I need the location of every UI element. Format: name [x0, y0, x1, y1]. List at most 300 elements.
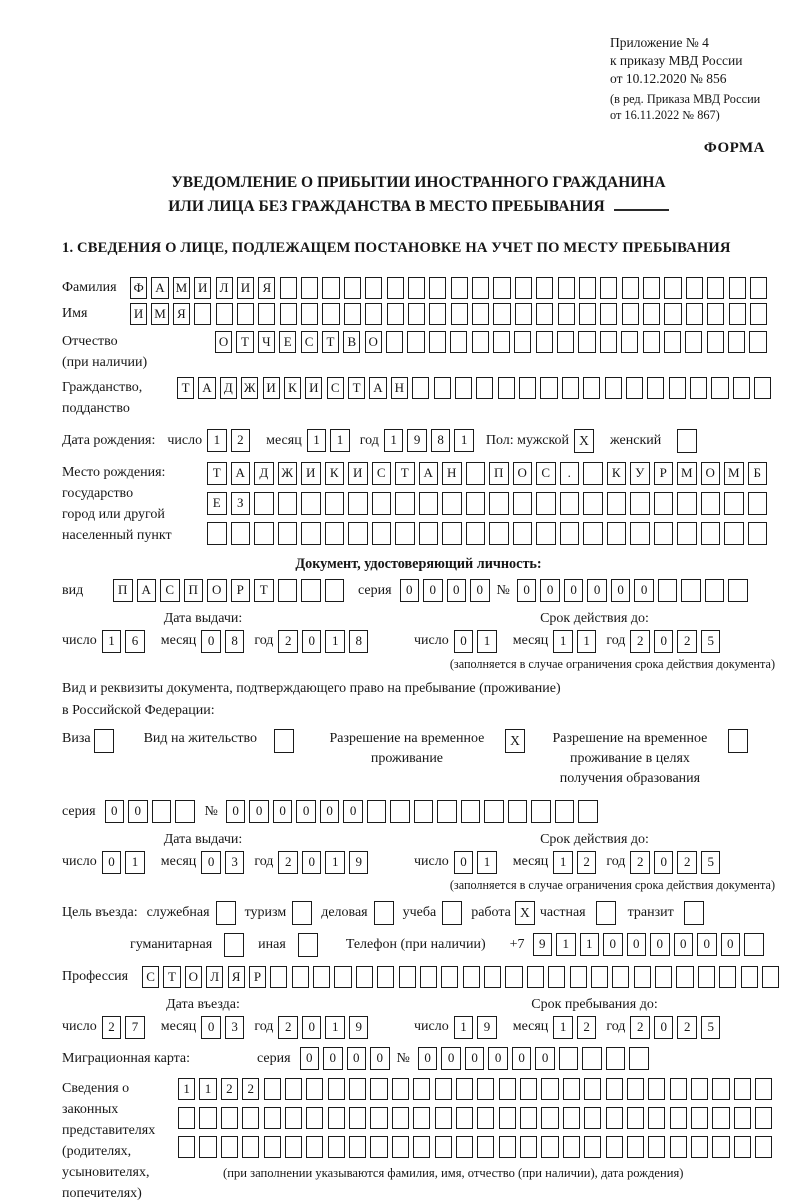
- surname-cells-cell[interactable]: Ф: [130, 277, 147, 299]
- representatives-row3-cells-cell[interactable]: [370, 1136, 387, 1158]
- doc-expiry-day-cells-cell[interactable]: 0: [454, 630, 474, 653]
- representatives-row2-cells-cell[interactable]: [477, 1107, 494, 1129]
- firstname-cells-cell[interactable]: М: [151, 303, 168, 325]
- profession-cells-cell[interactable]: [292, 966, 309, 988]
- profession-cells-cell[interactable]: [505, 966, 522, 988]
- birthplace-row2-cells-cell[interactable]: [442, 492, 462, 515]
- surname-cells-cell[interactable]: А: [151, 277, 168, 299]
- citizenship-cells-cell[interactable]: Д: [220, 377, 237, 399]
- phone-cells-cell[interactable]: 0: [650, 933, 670, 956]
- representatives-row3-cells-cell[interactable]: [691, 1136, 708, 1158]
- residence-issue-year-cells-cell[interactable]: 9: [349, 851, 369, 874]
- birthplace-row1-cells-cell[interactable]: А: [231, 462, 251, 485]
- representatives-row1-cells-cell[interactable]: [349, 1078, 366, 1100]
- birthplace-row3-cells-cell[interactable]: [395, 522, 415, 545]
- representatives-row2-cells-cell[interactable]: [264, 1107, 281, 1129]
- citizenship-cells-cell[interactable]: К: [284, 377, 301, 399]
- entry-year-cells-cell[interactable]: 9: [349, 1016, 369, 1039]
- residence-expiry-year-cells-cell[interactable]: 0: [654, 851, 674, 874]
- representatives-row2-cells-cell[interactable]: [221, 1107, 238, 1129]
- purpose-transit-checkbox[interactable]: [684, 901, 704, 925]
- representatives-row3-cells-cell[interactable]: [328, 1136, 345, 1158]
- surname-cells-cell[interactable]: [344, 277, 361, 299]
- doc-issue-year-cells-cell[interactable]: 8: [349, 630, 369, 653]
- representatives-row1-cells-cell[interactable]: [413, 1078, 430, 1100]
- doc-issue-year-cells-cell[interactable]: 1: [325, 630, 345, 653]
- doc-series-cells-cell[interactable]: 0: [470, 579, 490, 602]
- firstname-cells-cell[interactable]: [707, 303, 724, 325]
- representatives-row1-cells-cell[interactable]: [520, 1078, 537, 1100]
- representatives-row2-cells-cell[interactable]: [285, 1107, 302, 1129]
- doc-type-cells-cell[interactable]: [325, 579, 345, 602]
- doc-number-cells-cell[interactable]: 0: [587, 579, 607, 602]
- representatives-row1-cells-cell[interactable]: [563, 1078, 580, 1100]
- birthplace-row1-cells-cell[interactable]: С: [372, 462, 392, 485]
- surname-cells-cell[interactable]: И: [194, 277, 211, 299]
- patronymic-cells-cell[interactable]: [536, 331, 553, 353]
- purpose-private-checkbox[interactable]: [596, 901, 616, 925]
- birthplace-row3-cells-cell[interactable]: [207, 522, 227, 545]
- sex-male-checkbox[interactable]: X: [574, 429, 594, 453]
- profession-cells-cell[interactable]: О: [185, 966, 202, 988]
- residence-number-cells-cell[interactable]: [484, 800, 504, 823]
- patronymic-cells-cell[interactable]: [407, 331, 424, 353]
- firstname-cells-cell[interactable]: [515, 303, 532, 325]
- residence-series-cells-cell[interactable]: 0: [128, 800, 148, 823]
- stay-year-cells-cell[interactable]: 5: [701, 1016, 721, 1039]
- firstname-cells-cell[interactable]: [686, 303, 703, 325]
- doc-issue-month-cells-cell[interactable]: 0: [201, 630, 221, 653]
- citizenship-cells-cell[interactable]: [626, 377, 643, 399]
- representatives-row3-cells-cell[interactable]: [755, 1136, 772, 1158]
- migration-series-cells-cell[interactable]: 0: [300, 1047, 320, 1070]
- birthplace-row1-cells-cell[interactable]: Б: [748, 462, 768, 485]
- birthplace-row1-cells-cell[interactable]: [583, 462, 603, 485]
- citizenship-cells-cell[interactable]: [455, 377, 472, 399]
- birthplace-row2-cells-cell[interactable]: Е: [207, 492, 227, 515]
- doc-expiry-year-cells-cell[interactable]: 2: [630, 630, 650, 653]
- representatives-row1-cells-cell[interactable]: 2: [242, 1078, 259, 1100]
- representatives-row3-cells-cell[interactable]: [477, 1136, 494, 1158]
- representatives-row2-cells-cell[interactable]: [670, 1107, 687, 1129]
- patronymic-cells-cell[interactable]: Т: [236, 331, 253, 353]
- doc-number-cells-cell[interactable]: [658, 579, 678, 602]
- representatives-row1-cells-cell[interactable]: [734, 1078, 751, 1100]
- profession-cells-cell[interactable]: [548, 966, 565, 988]
- migration-number-cells-cell[interactable]: 0: [535, 1047, 555, 1070]
- firstname-cells-cell[interactable]: [387, 303, 404, 325]
- firstname-cells-cell[interactable]: [472, 303, 489, 325]
- firstname-cells-cell[interactable]: [216, 303, 233, 325]
- patronymic-cells-cell[interactable]: [386, 331, 403, 353]
- birthplace-row2-cells-cell[interactable]: [630, 492, 650, 515]
- doc-issue-day-cells-cell[interactable]: 6: [125, 630, 145, 653]
- representatives-row3-cells-cell[interactable]: [435, 1136, 452, 1158]
- temp-residence-education-checkbox[interactable]: [728, 729, 748, 753]
- birthdate-month-cells-cell[interactable]: 1: [330, 429, 350, 452]
- purpose-study-checkbox[interactable]: [442, 901, 462, 925]
- birthplace-row1-cells-cell[interactable]: М: [724, 462, 744, 485]
- patronymic-cells-cell[interactable]: [685, 331, 702, 353]
- migration-number-cells-cell[interactable]: [606, 1047, 626, 1070]
- birthplace-row1-cells-cell[interactable]: Т: [395, 462, 415, 485]
- representatives-row2-cells-cell[interactable]: [691, 1107, 708, 1129]
- patronymic-cells-cell[interactable]: [429, 331, 446, 353]
- birthplace-row3-cells-cell[interactable]: [607, 522, 627, 545]
- representatives-row3-cells-cell[interactable]: [199, 1136, 216, 1158]
- purpose-tourism-checkbox[interactable]: [292, 901, 312, 925]
- firstname-cells-cell[interactable]: [408, 303, 425, 325]
- representatives-row3-cells-cell[interactable]: [627, 1136, 644, 1158]
- birthplace-row3-cells-cell[interactable]: [560, 522, 580, 545]
- representatives-row3-cells-cell[interactable]: [392, 1136, 409, 1158]
- representatives-row3-cells-cell[interactable]: [178, 1136, 195, 1158]
- birthplace-row1-cells-cell[interactable]: М: [677, 462, 697, 485]
- birthdate-month-cells-cell[interactable]: 1: [307, 429, 327, 452]
- birthplace-row2-cells-cell[interactable]: [677, 492, 697, 515]
- birthplace-row3-cells-cell[interactable]: [748, 522, 768, 545]
- representatives-row2-cells-cell[interactable]: [370, 1107, 387, 1129]
- birthplace-row3-cells-cell[interactable]: [348, 522, 368, 545]
- representatives-row1-cells-cell[interactable]: 1: [199, 1078, 216, 1100]
- entry-day-cells-cell[interactable]: 2: [102, 1016, 122, 1039]
- migration-series-cells-cell[interactable]: 0: [323, 1047, 343, 1070]
- patronymic-cells-cell[interactable]: [728, 331, 745, 353]
- migration-series-cells-cell[interactable]: 0: [370, 1047, 390, 1070]
- representatives-row1-cells-cell[interactable]: [627, 1078, 644, 1100]
- representatives-row3-cells-cell[interactable]: [734, 1136, 751, 1158]
- profession-cells-cell[interactable]: [484, 966, 501, 988]
- birthplace-row3-cells-cell[interactable]: [583, 522, 603, 545]
- patronymic-cells-cell[interactable]: [472, 331, 489, 353]
- surname-cells-cell[interactable]: [750, 277, 767, 299]
- residence-issue-day-cells-cell[interactable]: 0: [102, 851, 122, 874]
- doc-issue-year-cells-cell[interactable]: 0: [302, 630, 322, 653]
- residence-series-cells-cell[interactable]: [152, 800, 172, 823]
- citizenship-cells-cell[interactable]: [711, 377, 728, 399]
- birthplace-row2-cells-cell[interactable]: [560, 492, 580, 515]
- citizenship-cells-cell[interactable]: Ж: [241, 377, 258, 399]
- doc-type-cells-cell[interactable]: [301, 579, 321, 602]
- phone-cells-cell[interactable]: 1: [580, 933, 600, 956]
- profession-cells-cell[interactable]: Л: [206, 966, 223, 988]
- purpose-humanitarian-checkbox[interactable]: [224, 933, 244, 957]
- firstname-cells-cell[interactable]: [280, 303, 297, 325]
- surname-cells-cell[interactable]: [408, 277, 425, 299]
- birthplace-row3-cells-cell[interactable]: [325, 522, 345, 545]
- surname-cells-cell[interactable]: [322, 277, 339, 299]
- firstname-cells-cell[interactable]: [664, 303, 681, 325]
- doc-series-cells-cell[interactable]: 0: [423, 579, 443, 602]
- residence-number-cells-cell[interactable]: 0: [343, 800, 363, 823]
- doc-expiry-year-cells-cell[interactable]: 2: [677, 630, 697, 653]
- citizenship-cells-cell[interactable]: Н: [391, 377, 408, 399]
- citizenship-cells-cell[interactable]: [562, 377, 579, 399]
- residence-number-cells-cell[interactable]: 0: [226, 800, 246, 823]
- birthplace-row2-cells-cell[interactable]: З: [231, 492, 251, 515]
- patronymic-cells-cell[interactable]: [514, 331, 531, 353]
- doc-issue-day-cells-cell[interactable]: 1: [102, 630, 122, 653]
- representatives-row1-cells-cell[interactable]: [499, 1078, 516, 1100]
- birthplace-row1-cells-cell[interactable]: Р: [654, 462, 674, 485]
- residence-issue-year-cells-cell[interactable]: 1: [325, 851, 345, 874]
- citizenship-cells-cell[interactable]: [733, 377, 750, 399]
- citizenship-cells-cell[interactable]: [754, 377, 771, 399]
- citizenship-cells-cell[interactable]: [412, 377, 429, 399]
- profession-cells-cell[interactable]: [698, 966, 715, 988]
- doc-type-cells-cell[interactable]: С: [160, 579, 180, 602]
- birthdate-year-cells-cell[interactable]: 9: [407, 429, 427, 452]
- birthplace-row2-cells-cell[interactable]: [372, 492, 392, 515]
- representatives-row2-cells-cell[interactable]: [242, 1107, 259, 1129]
- citizenship-cells-cell[interactable]: Т: [348, 377, 365, 399]
- representatives-row2-cells-cell[interactable]: [456, 1107, 473, 1129]
- birthplace-row1-cells-cell[interactable]: У: [630, 462, 650, 485]
- profession-cells-cell[interactable]: Я: [228, 966, 245, 988]
- birthplace-row1-cells-cell[interactable]: А: [419, 462, 439, 485]
- purpose-work-checkbox[interactable]: X: [515, 901, 535, 925]
- profession-cells-cell[interactable]: [356, 966, 373, 988]
- birthdate-day-cells-cell[interactable]: 1: [207, 429, 227, 452]
- birthplace-row3-cells-cell[interactable]: [489, 522, 509, 545]
- representatives-row2-cells-cell[interactable]: [563, 1107, 580, 1129]
- representatives-row1-cells-cell[interactable]: [670, 1078, 687, 1100]
- residence-expiry-day-cells-cell[interactable]: 1: [477, 851, 497, 874]
- surname-cells-cell[interactable]: [515, 277, 532, 299]
- doc-series-cells-cell[interactable]: 0: [400, 579, 420, 602]
- surname-cells-cell[interactable]: [472, 277, 489, 299]
- citizenship-cells-cell[interactable]: [476, 377, 493, 399]
- residence-number-cells-cell[interactable]: [578, 800, 598, 823]
- firstname-cells-cell[interactable]: [600, 303, 617, 325]
- surname-cells-cell[interactable]: [686, 277, 703, 299]
- firstname-cells-cell[interactable]: [451, 303, 468, 325]
- patronymic-cells-cell[interactable]: [749, 331, 766, 353]
- citizenship-cells-cell[interactable]: [605, 377, 622, 399]
- birthplace-row1-cells-cell[interactable]: .: [560, 462, 580, 485]
- profession-cells-cell[interactable]: [441, 966, 458, 988]
- representatives-row2-cells-cell[interactable]: [328, 1107, 345, 1129]
- representatives-row1-cells-cell[interactable]: [648, 1078, 665, 1100]
- birthplace-row3-cells-cell[interactable]: [301, 522, 321, 545]
- birthplace-row1-cells-cell[interactable]: Ж: [278, 462, 298, 485]
- birthplace-row2-cells-cell[interactable]: [748, 492, 768, 515]
- doc-type-cells-cell[interactable]: П: [184, 579, 204, 602]
- doc-series-cells-cell[interactable]: 0: [447, 579, 467, 602]
- residence-issue-day-cells-cell[interactable]: 1: [125, 851, 145, 874]
- representatives-row1-cells-cell[interactable]: [285, 1078, 302, 1100]
- birthplace-row2-cells-cell[interactable]: [513, 492, 533, 515]
- birthplace-row2-cells-cell[interactable]: [654, 492, 674, 515]
- representatives-row3-cells-cell[interactable]: [413, 1136, 430, 1158]
- profession-cells-cell[interactable]: [527, 966, 544, 988]
- phone-cells-cell[interactable]: 0: [674, 933, 694, 956]
- phone-cells-cell[interactable]: 0: [721, 933, 741, 956]
- birthplace-row2-cells-cell[interactable]: [419, 492, 439, 515]
- firstname-cells-cell[interactable]: [493, 303, 510, 325]
- firstname-cells-cell[interactable]: [643, 303, 660, 325]
- firstname-cells-cell[interactable]: [194, 303, 211, 325]
- firstname-cells-cell[interactable]: Я: [173, 303, 190, 325]
- doc-expiry-year-cells-cell[interactable]: 5: [701, 630, 721, 653]
- residence-number-cells-cell[interactable]: [461, 800, 481, 823]
- surname-cells-cell[interactable]: [280, 277, 297, 299]
- doc-issue-year-cells-cell[interactable]: 2: [278, 630, 298, 653]
- birthplace-row3-cells-cell[interactable]: [254, 522, 274, 545]
- representatives-row1-cells-cell[interactable]: [477, 1078, 494, 1100]
- profession-cells-cell[interactable]: [591, 966, 608, 988]
- residence-expiry-year-cells-cell[interactable]: 2: [677, 851, 697, 874]
- representatives-row2-cells-cell[interactable]: [199, 1107, 216, 1129]
- citizenship-cells-cell[interactable]: А: [198, 377, 215, 399]
- representatives-row3-cells-cell[interactable]: [563, 1136, 580, 1158]
- firstname-cells-cell[interactable]: [729, 303, 746, 325]
- birthplace-row2-cells-cell[interactable]: [348, 492, 368, 515]
- birthplace-row2-cells-cell[interactable]: [301, 492, 321, 515]
- representatives-row2-cells-cell[interactable]: [413, 1107, 430, 1129]
- representatives-row2-cells-cell[interactable]: [541, 1107, 558, 1129]
- doc-type-cells-cell[interactable]: О: [207, 579, 227, 602]
- representatives-row1-cells-cell[interactable]: 2: [221, 1078, 238, 1100]
- residence-number-cells-cell[interactable]: [367, 800, 387, 823]
- doc-number-cells-cell[interactable]: [681, 579, 701, 602]
- profession-cells-cell[interactable]: [420, 966, 437, 988]
- birthplace-row2-cells-cell[interactable]: [536, 492, 556, 515]
- birthplace-row1-cells-cell[interactable]: [466, 462, 486, 485]
- residence-issue-month-cells-cell[interactable]: 3: [225, 851, 245, 874]
- birthplace-row1-cells-cell[interactable]: О: [513, 462, 533, 485]
- doc-type-cells-cell[interactable]: П: [113, 579, 133, 602]
- representatives-row2-cells-cell[interactable]: [435, 1107, 452, 1129]
- patronymic-cells-cell[interactable]: [493, 331, 510, 353]
- patronymic-cells-cell[interactable]: [621, 331, 638, 353]
- birthplace-row3-cells-cell[interactable]: [654, 522, 674, 545]
- patronymic-cells-cell[interactable]: О: [215, 331, 232, 353]
- residence-number-cells-cell[interactable]: [390, 800, 410, 823]
- firstname-cells-cell[interactable]: [344, 303, 361, 325]
- migration-number-cells-cell[interactable]: 0: [512, 1047, 532, 1070]
- birthplace-row1-cells-cell[interactable]: К: [607, 462, 627, 485]
- stay-year-cells-cell[interactable]: 2: [677, 1016, 697, 1039]
- surname-cells-cell[interactable]: [558, 277, 575, 299]
- birthdate-year-cells-cell[interactable]: 1: [454, 429, 474, 452]
- birthplace-row2-cells-cell[interactable]: [254, 492, 274, 515]
- citizenship-cells-cell[interactable]: И: [263, 377, 280, 399]
- profession-cells-cell[interactable]: [676, 966, 693, 988]
- doc-number-cells-cell[interactable]: 0: [564, 579, 584, 602]
- migration-number-cells-cell[interactable]: 0: [465, 1047, 485, 1070]
- representatives-row2-cells-cell[interactable]: [648, 1107, 665, 1129]
- surname-cells-cell[interactable]: [643, 277, 660, 299]
- birthplace-row1-cells-cell[interactable]: И: [301, 462, 321, 485]
- profession-cells-cell[interactable]: [377, 966, 394, 988]
- firstname-cells-cell[interactable]: [258, 303, 275, 325]
- phone-cells-cell[interactable]: [744, 933, 764, 956]
- residence-number-cells-cell[interactable]: [508, 800, 528, 823]
- birthplace-row3-cells-cell[interactable]: [442, 522, 462, 545]
- citizenship-cells-cell[interactable]: [583, 377, 600, 399]
- birthplace-row2-cells-cell[interactable]: [278, 492, 298, 515]
- profession-cells-cell[interactable]: [762, 966, 779, 988]
- birthplace-row3-cells-cell[interactable]: [630, 522, 650, 545]
- profession-cells-cell[interactable]: [270, 966, 287, 988]
- surname-cells-cell[interactable]: [600, 277, 617, 299]
- birthplace-row1-cells-cell[interactable]: О: [701, 462, 721, 485]
- migration-series-cells-cell[interactable]: 0: [347, 1047, 367, 1070]
- firstname-cells-cell[interactable]: [622, 303, 639, 325]
- profession-cells-cell[interactable]: [570, 966, 587, 988]
- surname-cells-cell[interactable]: [301, 277, 318, 299]
- representatives-row1-cells-cell[interactable]: [306, 1078, 323, 1100]
- citizenship-cells-cell[interactable]: И: [305, 377, 322, 399]
- residence-permit-checkbox[interactable]: [274, 729, 294, 753]
- entry-month-cells-cell[interactable]: 0: [201, 1016, 221, 1039]
- representatives-row3-cells-cell[interactable]: [456, 1136, 473, 1158]
- profession-cells-cell[interactable]: [741, 966, 758, 988]
- representatives-row1-cells-cell[interactable]: [584, 1078, 601, 1100]
- citizenship-cells-cell[interactable]: [647, 377, 664, 399]
- birthplace-row2-cells-cell[interactable]: [466, 492, 486, 515]
- doc-number-cells-cell[interactable]: 0: [634, 579, 654, 602]
- residence-number-cells-cell[interactable]: [531, 800, 551, 823]
- stay-day-cells-cell[interactable]: 1: [454, 1016, 474, 1039]
- birthplace-row3-cells-cell[interactable]: [724, 522, 744, 545]
- patronymic-cells-cell[interactable]: Т: [322, 331, 339, 353]
- temp-residence-checkbox[interactable]: X: [505, 729, 525, 753]
- stay-month-cells-cell[interactable]: 2: [577, 1016, 597, 1039]
- residence-expiry-year-cells-cell[interactable]: 5: [701, 851, 721, 874]
- surname-cells-cell[interactable]: И: [237, 277, 254, 299]
- birthplace-row3-cells-cell[interactable]: [278, 522, 298, 545]
- representatives-row1-cells-cell[interactable]: [691, 1078, 708, 1100]
- birthplace-row1-cells-cell[interactable]: Н: [442, 462, 462, 485]
- representatives-row3-cells-cell[interactable]: [306, 1136, 323, 1158]
- patronymic-cells-cell[interactable]: [578, 331, 595, 353]
- representatives-row3-cells-cell[interactable]: [541, 1136, 558, 1158]
- representatives-row1-cells-cell[interactable]: [264, 1078, 281, 1100]
- surname-cells-cell[interactable]: [729, 277, 746, 299]
- surname-cells-cell[interactable]: [387, 277, 404, 299]
- doc-expiry-year-cells-cell[interactable]: 0: [654, 630, 674, 653]
- entry-year-cells-cell[interactable]: 0: [302, 1016, 322, 1039]
- patronymic-cells-cell[interactable]: Ч: [258, 331, 275, 353]
- citizenship-cells-cell[interactable]: [690, 377, 707, 399]
- representatives-row2-cells-cell[interactable]: [392, 1107, 409, 1129]
- surname-cells-cell[interactable]: [451, 277, 468, 299]
- birthplace-row3-cells-cell[interactable]: [372, 522, 392, 545]
- representatives-row2-cells-cell[interactable]: [306, 1107, 323, 1129]
- doc-number-cells-cell[interactable]: 0: [517, 579, 537, 602]
- citizenship-cells-cell[interactable]: [540, 377, 557, 399]
- residence-expiry-month-cells-cell[interactable]: 2: [577, 851, 597, 874]
- representatives-row1-cells-cell[interactable]: [606, 1078, 623, 1100]
- phone-cells-cell[interactable]: 0: [697, 933, 717, 956]
- residence-series-cells-cell[interactable]: [175, 800, 195, 823]
- doc-expiry-month-cells-cell[interactable]: 1: [553, 630, 573, 653]
- patronymic-cells-cell[interactable]: С: [301, 331, 318, 353]
- firstname-cells-cell[interactable]: [558, 303, 575, 325]
- patronymic-cells-cell[interactable]: [600, 331, 617, 353]
- firstname-cells-cell[interactable]: И: [130, 303, 147, 325]
- birthplace-row1-cells-cell[interactable]: С: [536, 462, 556, 485]
- representatives-row3-cells-cell[interactable]: [242, 1136, 259, 1158]
- citizenship-cells-cell[interactable]: [434, 377, 451, 399]
- firstname-cells-cell[interactable]: [579, 303, 596, 325]
- birthplace-row3-cells-cell[interactable]: [231, 522, 251, 545]
- surname-cells-cell[interactable]: [622, 277, 639, 299]
- profession-cells-cell[interactable]: С: [142, 966, 159, 988]
- surname-cells-cell[interactable]: [365, 277, 382, 299]
